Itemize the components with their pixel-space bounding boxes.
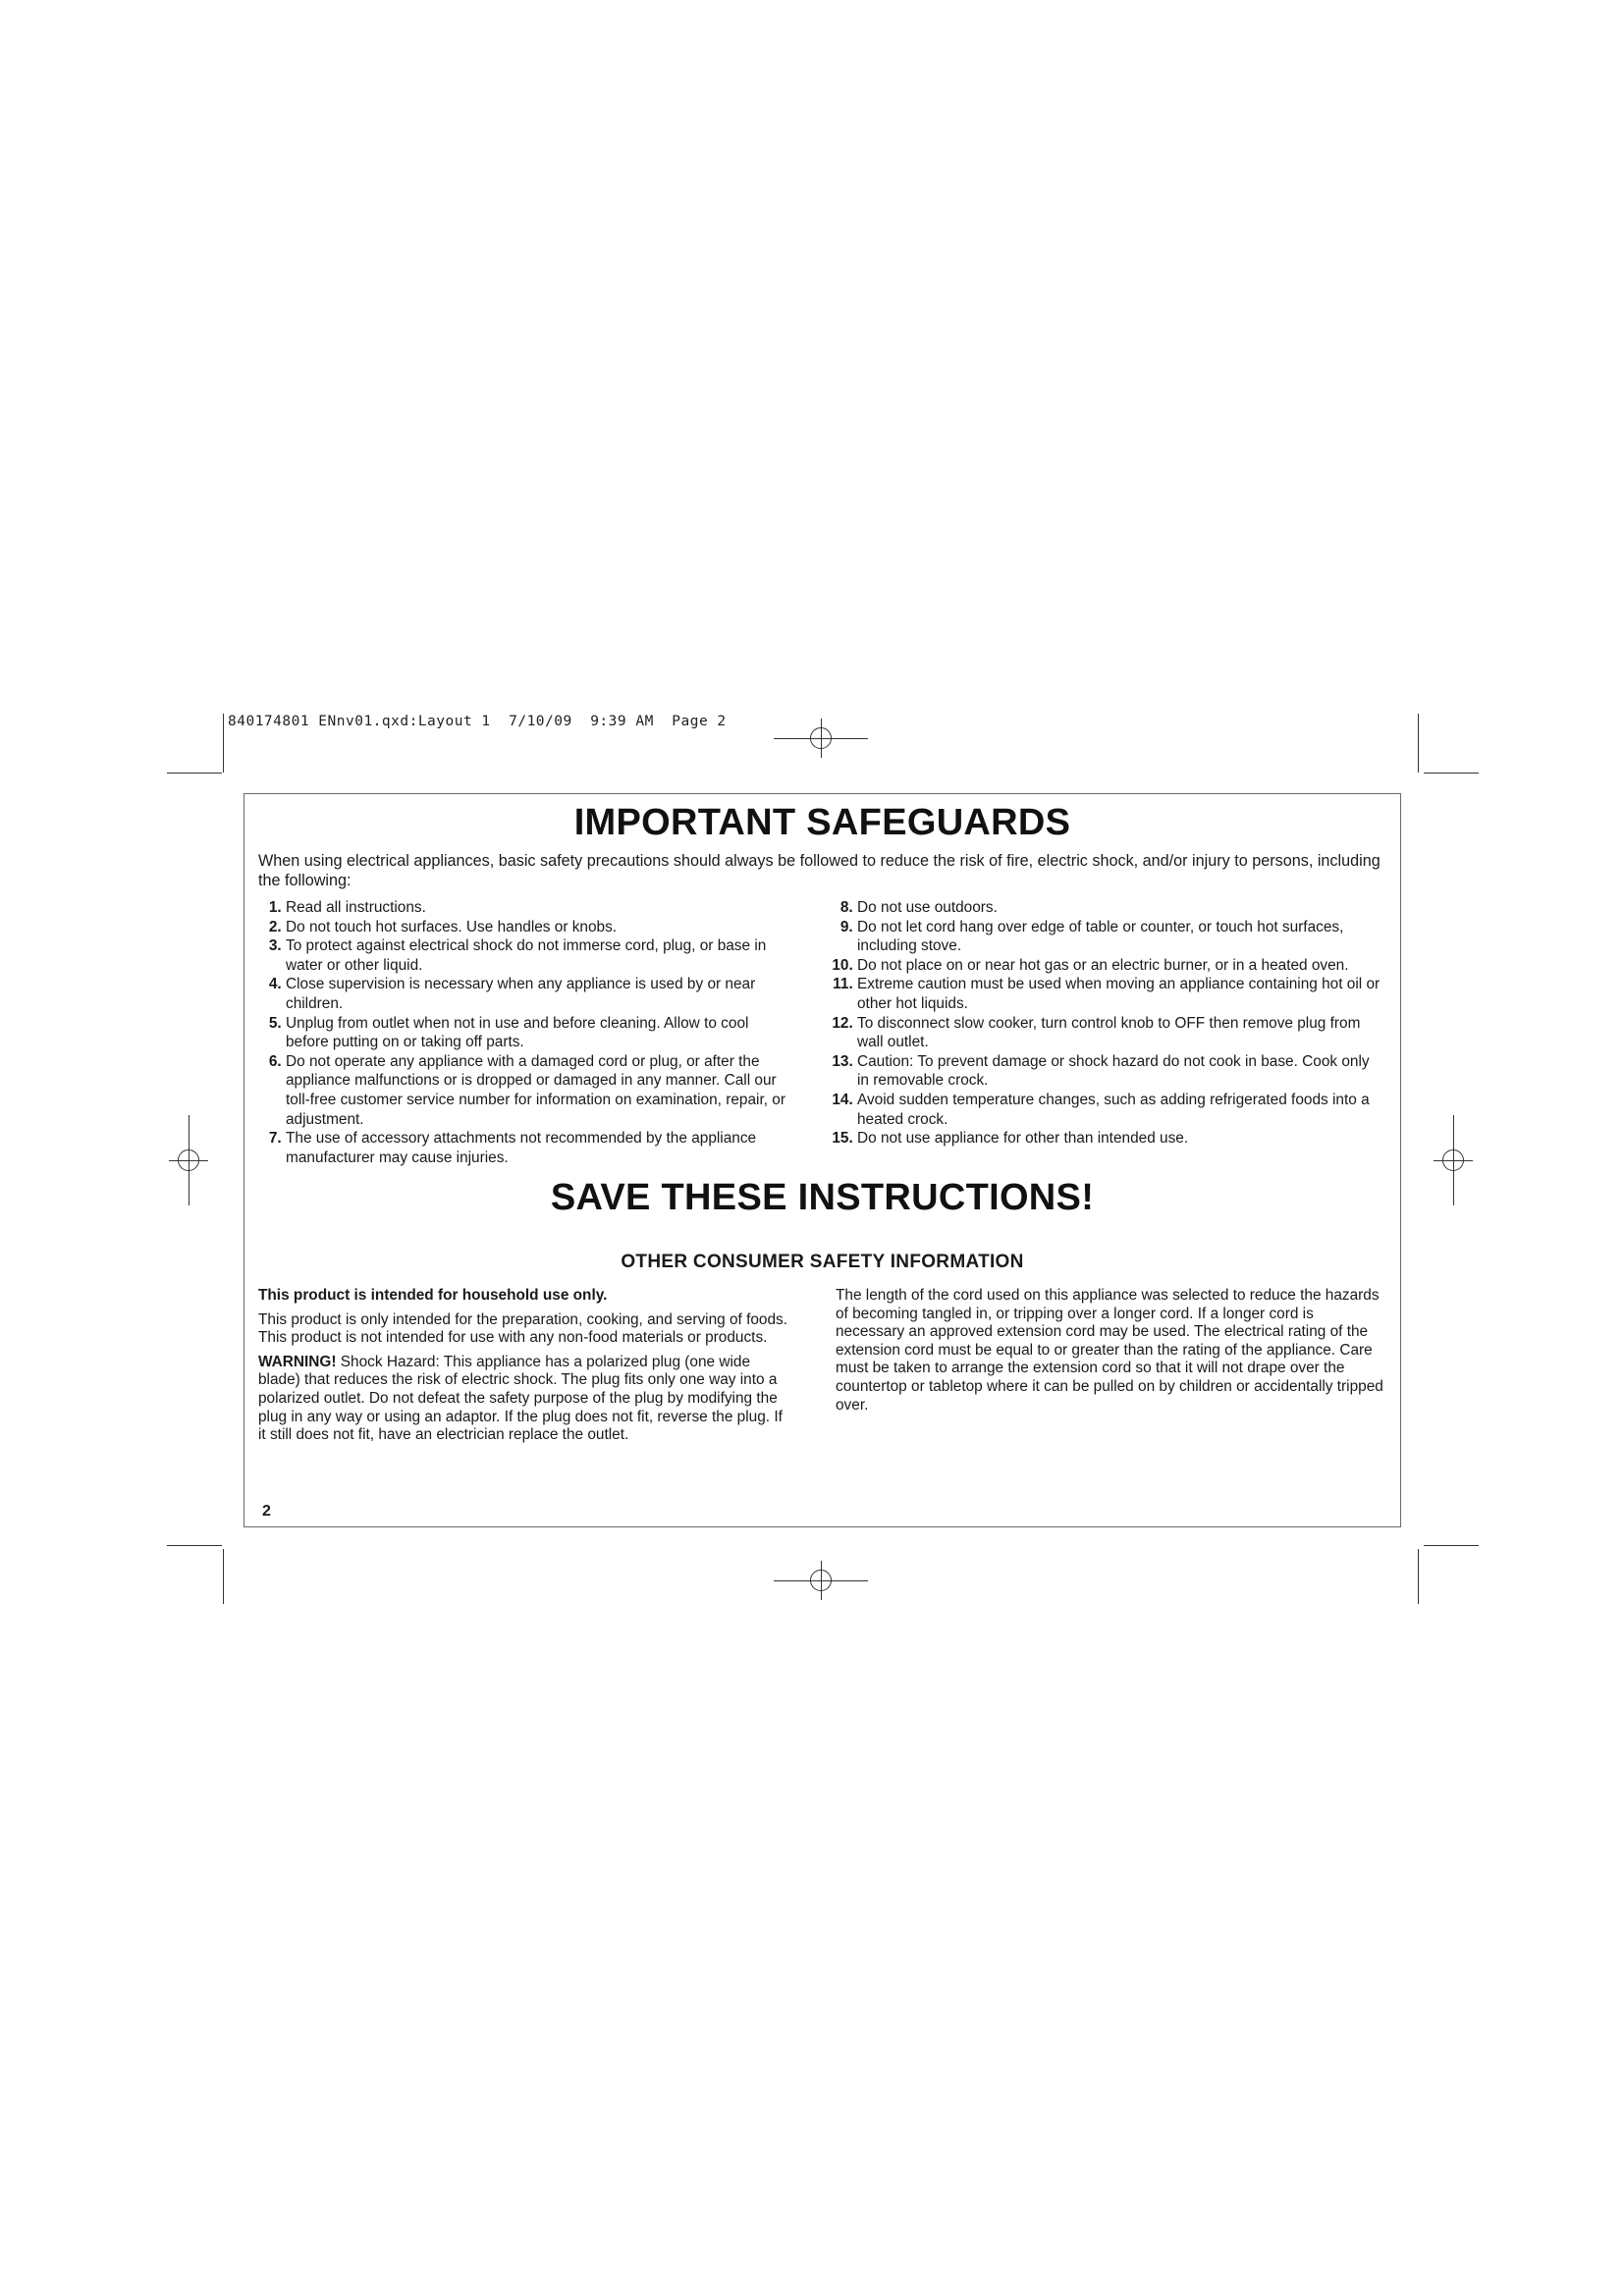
household-paragraph: This product is only intended for the preparation, cooking, and serving of foods. This product is not intended for use with any non-food materials or products. <box>258 1310 787 1347</box>
safeguard-number: 4. <box>268 976 286 993</box>
safeguard-number: 7. <box>268 1130 286 1148</box>
save-instructions-heading: SAVE THESE INSTRUCTIONS! <box>550 1177 1095 1218</box>
safeguard-number: 1. <box>268 899 286 916</box>
page-title: IMPORTANT SAFEGUARDS <box>573 802 1071 843</box>
safeguard-number: 11. <box>833 976 857 993</box>
safeguard-text: Do not operate any appliance with a damaged cord or plug, or after the appliance malfunctions or is dropped or damaged in any manner. Call our toll-free customer service number for information on examination, repair, or adjustment. <box>286 1052 785 1128</box>
warning-paragraph <box>258 1354 793 1445</box>
crop-mark <box>223 1549 224 1604</box>
other-safety-heading: OTHER CONSUMER SAFETY INFORMATION <box>621 1252 1024 1272</box>
safeguard-item <box>830 898 1384 918</box>
safeguard-item <box>258 975 793 1013</box>
warning-text: Shock Hazard: This appliance has a polarized plug (one wide blade) that reduces the risk of electric shock. The plug fits only one way into a polarized outlet. Do not defeat the safety purpose of the plug by modifying the plug in any way or using an adaptor. If the plug does not fit, reverse the plug. If it still does not fit, have an electrician replace the outlet. <box>258 1353 783 1444</box>
safeguard-text: Do not let cord hang over edge of table or counter, or touch hot surfaces, including stove. <box>857 918 1344 955</box>
safeguards-list-right <box>830 898 1384 1148</box>
safeguard-item <box>830 956 1384 976</box>
safeguard-number: 3. <box>268 937 286 955</box>
registration-mark-icon <box>801 1561 840 1600</box>
safeguard-text: Unplug from outlet when not in use and before cleaning. Allow to cool before putting on or taking off parts. <box>286 1014 749 1051</box>
safeguard-item <box>830 1052 1384 1091</box>
crop-mark <box>1424 773 1479 774</box>
safeguard-text: Extreme caution must be used when moving an appliance containing hot oil or other hot liquids. <box>857 976 1380 1012</box>
safeguard-text: To protect against electrical shock do not immerse cord, plug, or base in water or other liquid. <box>286 937 767 974</box>
safeguard-text: Close supervision is necessary when any appliance is used by or near children. <box>286 976 756 1012</box>
safeguard-number: 8. <box>839 899 857 916</box>
safeguard-number: 12. <box>832 1014 857 1032</box>
crop-mark <box>1418 714 1419 773</box>
safeguard-text: Avoid sudden temperature changes, such as adding refrigerated foods into a heated crock. <box>857 1091 1370 1128</box>
safeguard-item <box>830 1129 1384 1148</box>
crop-mark <box>167 1545 222 1546</box>
safeguard-item <box>258 1129 793 1167</box>
safeguard-number: 10. <box>832 956 857 974</box>
cord-paragraph: The length of the cord used on this appliance was selected to reduce the hazards of becoming tangled in, or tripping over a longer cord. If a longer cord is necessary an approved extension cord may be used. The electrical rating of the extension cord must be equal to or greater than the rating of the appliance. Care must be taken to arrange the extension cord so that it will not drape over the countertop or tabletop where it can be pulled on by children or accidentally tripped over. <box>836 1287 1383 1414</box>
safeguard-text: The use of accessory attachments not recommended by the appliance manufacturer may cause injuries. <box>286 1130 757 1166</box>
safeguard-item <box>258 898 793 918</box>
registration-mark-icon <box>1434 1141 1473 1180</box>
print-slug-line: 840174801 ENnv01.qxd:Layout 1 7/10/09 9:39 AM Page 2 <box>228 714 727 729</box>
safeguard-item <box>258 1052 793 1129</box>
safeguard-text: To disconnect slow cooker, turn control knob to OFF then remove plug from wall outlet. <box>857 1014 1361 1051</box>
intro-paragraph: When using electrical appliances, basic safety precautions should always be followed to reduce the risk of fire, electric shock, and/or injury to persons, including the following: <box>258 852 1380 889</box>
safeguard-number: 2. <box>268 918 286 935</box>
safeguard-item <box>258 936 793 975</box>
safeguard-item <box>830 975 1384 1013</box>
safeguard-number: 13. <box>832 1052 857 1070</box>
safeguard-item <box>258 1014 793 1052</box>
safeguard-text: Do not touch hot surfaces. Use handles or knobs. <box>286 918 618 935</box>
registration-mark-icon <box>801 719 840 758</box>
safeguard-number: 15. <box>832 1130 857 1148</box>
page-number: 2 <box>262 1503 271 1520</box>
safeguards-list-left <box>258 898 793 1167</box>
safeguard-number: 9. <box>839 918 857 935</box>
warning-label: WARNING! <box>258 1353 337 1370</box>
safeguard-text: Read all instructions. <box>286 899 426 916</box>
safeguard-item <box>830 918 1384 956</box>
safeguard-item <box>830 1091 1384 1129</box>
crop-mark <box>1424 1545 1479 1546</box>
safeguard-number: 6. <box>268 1052 286 1070</box>
crop-mark <box>223 714 224 773</box>
safeguard-number: 14. <box>832 1091 857 1108</box>
safeguard-item <box>258 918 793 937</box>
household-heading: This product is intended for household use only. <box>258 1287 608 1304</box>
registration-mark-icon <box>169 1141 208 1180</box>
safeguards-panel <box>244 793 1401 1527</box>
safeguard-text: Do not use outdoors. <box>857 899 998 916</box>
safeguard-text: Caution: To prevent damage or shock hazard do not cook in base. Cook only in removable crock. <box>857 1052 1370 1090</box>
safeguard-item <box>830 1014 1384 1052</box>
safeguard-text: Do not place on or near hot gas or an electric burner, or in a heated oven. <box>857 956 1349 974</box>
safeguard-number: 5. <box>268 1014 286 1032</box>
crop-mark <box>167 773 222 774</box>
household-section <box>258 1287 793 1451</box>
crop-mark <box>1418 1549 1419 1604</box>
safeguard-text: Do not use appliance for other than intended use. <box>857 1130 1189 1148</box>
